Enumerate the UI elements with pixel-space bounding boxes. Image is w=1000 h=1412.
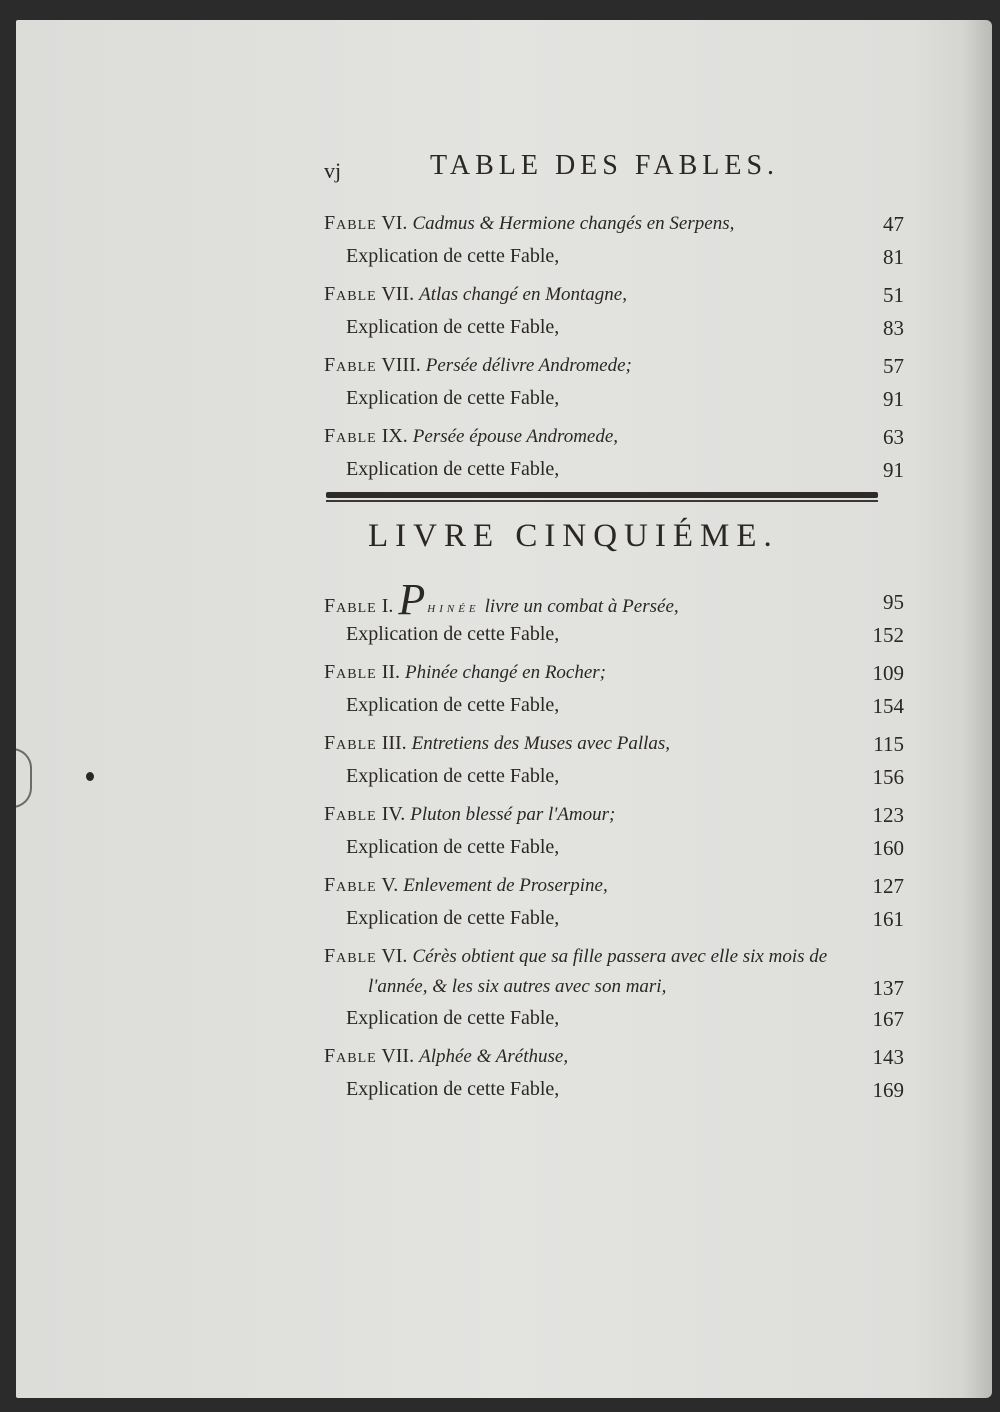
explanation-text: Explication de cette Fable,: [346, 245, 560, 267]
fable-title: livre un combat à Persée,: [484, 596, 679, 617]
list-item: [324, 874, 904, 945]
explanation-page: 154: [872, 694, 904, 718]
explanation-page: 81: [883, 245, 904, 269]
list-item: [324, 283, 904, 354]
fable-numeral: I.: [381, 595, 394, 617]
fable-label: Fable: [324, 803, 377, 825]
fable-numeral: VIII.: [381, 354, 421, 376]
fable-title: Atlas changé en Montagne,: [419, 284, 627, 305]
fable-line: [324, 661, 904, 693]
fable-numeral: IV.: [381, 803, 406, 825]
list-item: [324, 803, 904, 874]
explanation-page: 91: [883, 458, 904, 482]
fable-label: Fable: [324, 945, 377, 967]
fable-page: 137: [872, 976, 904, 1000]
divider-thin-rule: [326, 500, 878, 502]
fable-page: 115: [873, 732, 904, 756]
fable-page: 47: [883, 212, 904, 236]
explanation-text: Explication de cette Fable,: [346, 387, 560, 409]
fable-title: Cérès obtient que sa fille passera avec elle six mois de: [412, 946, 828, 967]
list-item: [324, 732, 904, 803]
explanation-line: [324, 765, 904, 797]
explanation-text: Explication de cette Fable,: [346, 623, 560, 645]
page-edge-shadow: [962, 20, 992, 1398]
fable-label: Fable: [324, 1045, 377, 1067]
fable-numeral: V.: [381, 874, 399, 896]
fable-title: Cadmus & Hermione changés en Serpens,: [412, 213, 735, 234]
fable-line: [324, 803, 904, 835]
explanation-line: [324, 458, 904, 490]
fable-title: Enlevement de Proserpine,: [403, 875, 608, 896]
fable-line: [324, 1045, 904, 1077]
fable-numeral: VI.: [381, 212, 408, 234]
book-title: LIVRE CINQUIÉME.: [368, 518, 779, 554]
fable-line: [324, 425, 904, 457]
fable-page: 127: [872, 874, 904, 898]
explanation-text: Explication de cette Fable,: [346, 694, 560, 716]
fable-line: [324, 732, 904, 764]
fable-numeral: VII.: [381, 1045, 415, 1067]
page-number: vj: [324, 158, 342, 183]
explanation-page: 152: [872, 623, 904, 647]
fable-numeral: VII.: [381, 283, 415, 305]
divider-thick-rule: [326, 492, 878, 498]
fable-line: [324, 575, 904, 624]
drop-cap: P: [398, 575, 426, 624]
list-item: [324, 945, 904, 1045]
fable-line: [324, 283, 904, 315]
explanation-text: Explication de cette Fable,: [346, 907, 560, 929]
fable-label: Fable: [324, 661, 377, 683]
explanation-line: [324, 316, 904, 348]
running-title: TABLE DES FABLES.: [430, 150, 780, 181]
list-item: [324, 354, 904, 425]
explanation-line: [324, 1078, 904, 1110]
list-item: [324, 1045, 904, 1116]
fable-label: Fable: [324, 354, 377, 376]
fable-label: Fable: [324, 212, 377, 234]
fable-label: Fable: [324, 874, 377, 896]
explanation-page: 156: [872, 765, 904, 789]
fable-title: Entretiens des Muses avec Pallas,: [411, 733, 671, 754]
fable-page: 57: [883, 354, 904, 378]
explanation-line: [324, 694, 904, 726]
explanation-line: [324, 836, 904, 868]
fable-label: Fable: [324, 732, 377, 754]
ink-spot: [86, 772, 94, 781]
explanation-page: 167: [872, 1007, 904, 1031]
list-item: [324, 212, 904, 283]
fable-title: Alphée & Aréthuse,: [419, 1046, 569, 1067]
fable-label: Fable: [324, 595, 377, 617]
binding-clip: [16, 748, 32, 808]
fable-page: 95: [883, 590, 904, 614]
fable-page: 123: [872, 803, 904, 827]
explanation-line: [324, 1007, 904, 1039]
fable-numeral: II.: [381, 661, 401, 683]
spaced-word: hinée: [427, 600, 480, 616]
fable-page: 109: [872, 661, 904, 685]
fable-title: Persée délivre Andromede;: [425, 355, 632, 376]
fable-line: [324, 354, 904, 386]
explanation-page: 91: [883, 387, 904, 411]
explanation-line: [324, 245, 904, 277]
explanation-line: [324, 907, 904, 939]
explanation-page: 169: [872, 1078, 904, 1102]
page-header: [324, 150, 794, 190]
explanation-page: 160: [872, 836, 904, 860]
list-item: [324, 661, 904, 732]
entries-top: [324, 212, 904, 496]
fable-numeral: III.: [381, 732, 407, 754]
explanation-text: Explication de cette Fable,: [346, 836, 560, 858]
fable-page: 51: [883, 283, 904, 307]
fable-page: 63: [883, 425, 904, 449]
list-item: [324, 575, 904, 661]
explanation-line: [324, 623, 904, 655]
explanation-text: Explication de cette Fable,: [346, 458, 560, 480]
fable-label: Fable: [324, 425, 377, 447]
fable-line: [324, 212, 904, 244]
explanation-page: 83: [883, 316, 904, 340]
fable-title: Persée épouse Andromede,: [412, 426, 619, 447]
fable-page: 143: [872, 1045, 904, 1069]
explanation-page: 161: [872, 907, 904, 931]
section-divider: [326, 492, 878, 502]
fable-title-line2: l'année, & les six autres avec son mari,: [368, 976, 667, 997]
fable-line: [324, 945, 904, 977]
explanation-text: Explication de cette Fable,: [346, 1007, 560, 1029]
explanation-line: [324, 387, 904, 419]
fable-title: Phinée changé en Rocher;: [405, 662, 607, 683]
list-item: [324, 425, 904, 496]
fable-title-continuation: [324, 976, 904, 1008]
fable-line: [324, 874, 904, 906]
explanation-text: Explication de cette Fable,: [346, 765, 560, 787]
fable-label: Fable: [324, 283, 377, 305]
fable-numeral: IX.: [381, 425, 408, 447]
fable-title: Pluton blessé par l'Amour;: [410, 804, 616, 825]
entries-bottom: [324, 575, 904, 1116]
explanation-text: Explication de cette Fable,: [346, 316, 560, 338]
explanation-text: Explication de cette Fable,: [346, 1078, 560, 1100]
fable-numeral: VI.: [381, 945, 408, 967]
